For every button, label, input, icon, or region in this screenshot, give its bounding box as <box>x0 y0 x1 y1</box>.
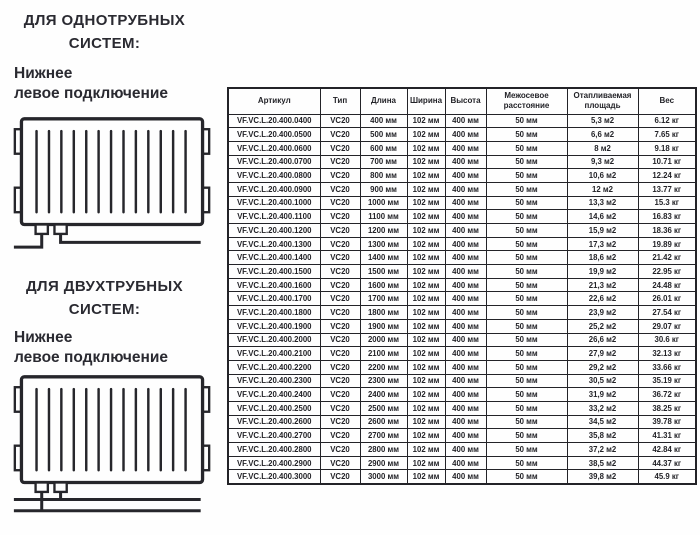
column-header: Длина <box>360 88 407 114</box>
table-cell: 13.77 кг <box>638 182 696 196</box>
table-cell: 50 мм <box>486 251 567 265</box>
table-cell: 50 мм <box>486 224 567 238</box>
table-cell: 18,6 м2 <box>567 251 638 265</box>
table-cell: VC20 <box>320 265 360 279</box>
table-cell: 102 мм <box>407 114 445 128</box>
section-title-line1: ДЛЯ ОДНОТРУБНЫХ <box>23 12 186 29</box>
table-cell: 50 мм <box>486 388 567 402</box>
table-row <box>228 251 696 265</box>
table-cell: 102 мм <box>407 141 445 155</box>
table-cell: 50 мм <box>486 333 567 347</box>
table-cell: 18.36 кг <box>638 224 696 238</box>
table-cell: 400 мм <box>445 470 486 484</box>
table-cell: 8 м2 <box>567 141 638 155</box>
table-cell: VC20 <box>320 388 360 402</box>
table-cell: 50 мм <box>486 306 567 320</box>
table-cell: 600 мм <box>360 141 407 155</box>
column-header: Артикул <box>228 88 320 114</box>
table-cell: VF.VC.L.20.400.1100 <box>228 210 320 224</box>
table-cell: VF.VC.L.20.400.1500 <box>228 265 320 279</box>
table-cell: 36.72 кг <box>638 388 696 402</box>
table-cell: 50 мм <box>486 237 567 251</box>
table-cell: VF.VC.L.20.400.0600 <box>228 141 320 155</box>
table-row <box>228 415 696 429</box>
table-cell: VC20 <box>320 128 360 142</box>
section-title-line2: СИСТЕМ: <box>68 34 141 52</box>
table-cell: VF.VC.L.20.400.0700 <box>228 155 320 169</box>
table-cell: 7.65 кг <box>638 128 696 142</box>
table-cell: 24.48 кг <box>638 278 696 292</box>
table-cell: 400 мм <box>445 169 486 183</box>
table-cell: 50 мм <box>486 456 567 470</box>
table-cell: 50 мм <box>486 155 567 169</box>
table-row <box>228 128 696 142</box>
table-cell: 38,5 м2 <box>567 456 638 470</box>
table-cell: VF.VC.L.20.400.1200 <box>228 224 320 238</box>
table-row <box>228 265 696 279</box>
table-cell: 50 мм <box>486 319 567 333</box>
table-cell: 400 мм <box>445 415 486 429</box>
table-cell: 400 мм <box>445 196 486 210</box>
table-cell: 102 мм <box>407 333 445 347</box>
column-header: Тип <box>320 88 360 114</box>
table-cell: 500 мм <box>360 128 407 142</box>
table-row <box>228 443 696 457</box>
table-cell: 15.3 кг <box>638 196 696 210</box>
table-cell: 400 мм <box>445 388 486 402</box>
table-cell: 1800 мм <box>360 306 407 320</box>
table-cell: 102 мм <box>407 237 445 251</box>
table-cell: 400 мм <box>445 347 486 361</box>
table-cell: VC20 <box>320 141 360 155</box>
spec-table-container <box>227 87 695 485</box>
table-cell: 400 мм <box>445 155 486 169</box>
table-cell: 5,3 м2 <box>567 114 638 128</box>
table-cell: 102 мм <box>407 251 445 265</box>
table-cell: 21,3 м2 <box>567 278 638 292</box>
table-cell: 27.54 кг <box>638 306 696 320</box>
section-title-two-pipe <box>2 276 207 321</box>
table-cell: 102 мм <box>407 265 445 279</box>
table-cell: 1400 мм <box>360 251 407 265</box>
table-row <box>228 388 696 402</box>
table-cell: 26,6 м2 <box>567 333 638 347</box>
table-cell: VF.VC.L.20.400.0500 <box>228 128 320 142</box>
table-cell: 41.31 кг <box>638 429 696 443</box>
radiator-single-pipe-diagram <box>12 116 212 256</box>
table-cell: VF.VC.L.20.400.1600 <box>228 278 320 292</box>
table-cell: 1100 мм <box>360 210 407 224</box>
table-cell: VC20 <box>320 429 360 443</box>
table-cell: 400 мм <box>445 443 486 457</box>
table-row <box>228 360 696 374</box>
table-cell: 30,5 м2 <box>567 374 638 388</box>
table-cell: 102 мм <box>407 278 445 292</box>
table-row <box>228 374 696 388</box>
table-cell: 700 мм <box>360 155 407 169</box>
table-cell: 6.12 кг <box>638 114 696 128</box>
table-cell: 900 мм <box>360 182 407 196</box>
table-cell: 2200 мм <box>360 360 407 374</box>
table-cell: 400 мм <box>445 128 486 142</box>
table-cell: VF.VC.L.20.400.2900 <box>228 456 320 470</box>
table-cell: 400 мм <box>445 237 486 251</box>
table-cell: 9,3 м2 <box>567 155 638 169</box>
table-cell: 102 мм <box>407 182 445 196</box>
table-cell: VC20 <box>320 169 360 183</box>
table-cell: 50 мм <box>486 443 567 457</box>
table-cell: 400 мм <box>445 456 486 470</box>
table-cell: 102 мм <box>407 360 445 374</box>
table-cell: VC20 <box>320 224 360 238</box>
table-cell: 50 мм <box>486 265 567 279</box>
table-cell: 50 мм <box>486 196 567 210</box>
table-row <box>228 470 696 484</box>
table-cell: VF.VC.L.20.400.2300 <box>228 374 320 388</box>
table-cell: VF.VC.L.20.400.2400 <box>228 388 320 402</box>
table-cell: VF.VC.L.20.400.2500 <box>228 401 320 415</box>
table-cell: 102 мм <box>407 224 445 238</box>
table-header-row <box>228 88 696 114</box>
table-cell: 102 мм <box>407 306 445 320</box>
subtitle-line1: Нижнее <box>14 65 73 82</box>
table-cell: 400 мм <box>445 114 486 128</box>
table-cell: 2900 мм <box>360 456 407 470</box>
table-cell: 50 мм <box>486 429 567 443</box>
table-cell: VC20 <box>320 196 360 210</box>
table-row <box>228 292 696 306</box>
section-subtitle-single-pipe <box>14 64 219 104</box>
section-title-line1: ДЛЯ ДВУХТРУБНЫХ <box>25 278 184 295</box>
table-row <box>228 333 696 347</box>
table-cell: 400 мм <box>445 182 486 196</box>
table-cell: 1300 мм <box>360 237 407 251</box>
section-title-line2: СИСТЕМ: <box>68 300 141 318</box>
table-cell: 102 мм <box>407 196 445 210</box>
table-cell: 400 мм <box>445 210 486 224</box>
table-cell: 102 мм <box>407 128 445 142</box>
table-cell: 23,9 м2 <box>567 306 638 320</box>
table-cell: 25,2 м2 <box>567 319 638 333</box>
table-row <box>228 224 696 238</box>
table-cell: 15,9 м2 <box>567 224 638 238</box>
table-cell: VC20 <box>320 292 360 306</box>
table-cell: 39.78 кг <box>638 415 696 429</box>
table-cell: 50 мм <box>486 141 567 155</box>
table-cell: VF.VC.L.20.400.1000 <box>228 196 320 210</box>
section-subtitle-two-pipe <box>14 328 219 368</box>
table-cell: VC20 <box>320 306 360 320</box>
table-cell: VF.VC.L.20.400.1800 <box>228 306 320 320</box>
table-cell: 2800 мм <box>360 443 407 457</box>
table-cell: 400 мм <box>445 401 486 415</box>
table-cell: 50 мм <box>486 182 567 196</box>
table-cell: 17,3 м2 <box>567 237 638 251</box>
table-cell: 400 мм <box>445 306 486 320</box>
table-cell: VC20 <box>320 319 360 333</box>
table-cell: VC20 <box>320 443 360 457</box>
table-cell: 50 мм <box>486 415 567 429</box>
table-cell: VC20 <box>320 415 360 429</box>
table-cell: 22.95 кг <box>638 265 696 279</box>
table-cell: 102 мм <box>407 210 445 224</box>
column-header: Отапливаемая площадь <box>567 88 638 114</box>
table-cell: VF.VC.L.20.400.2000 <box>228 333 320 347</box>
table-cell: 400 мм <box>445 333 486 347</box>
table-cell: 400 мм <box>445 278 486 292</box>
table-cell: 2300 мм <box>360 374 407 388</box>
table-cell: 1900 мм <box>360 319 407 333</box>
table-cell: 29.07 кг <box>638 319 696 333</box>
table-cell: 44.37 кг <box>638 456 696 470</box>
table-row <box>228 155 696 169</box>
subtitle-line2: левое подключение <box>14 85 169 103</box>
table-cell: VC20 <box>320 360 360 374</box>
subtitle-line1: Нижнее <box>14 329 73 346</box>
table-row <box>228 196 696 210</box>
table-cell: 10,6 м2 <box>567 169 638 183</box>
table-cell: VC20 <box>320 210 360 224</box>
table-cell: 800 мм <box>360 169 407 183</box>
table-cell: VF.VC.L.20.400.2600 <box>228 415 320 429</box>
table-cell: 1700 мм <box>360 292 407 306</box>
table-cell: VF.VC.L.20.400.1300 <box>228 237 320 251</box>
table-cell: 39,8 м2 <box>567 470 638 484</box>
table-cell: 400 мм <box>445 319 486 333</box>
table-cell: 50 мм <box>486 128 567 142</box>
table-cell: 102 мм <box>407 374 445 388</box>
table-cell: 9.18 кг <box>638 141 696 155</box>
table-cell: VF.VC.L.20.400.2200 <box>228 360 320 374</box>
column-header: Вес <box>638 88 696 114</box>
table-cell: VC20 <box>320 155 360 169</box>
table-cell: 42.84 кг <box>638 443 696 457</box>
table-cell: 50 мм <box>486 360 567 374</box>
table-cell: 2000 мм <box>360 333 407 347</box>
table-cell: 32.13 кг <box>638 347 696 361</box>
table-cell: VC20 <box>320 333 360 347</box>
table-row <box>228 169 696 183</box>
table-cell: VC20 <box>320 347 360 361</box>
radiator-two-pipe-drawing <box>12 374 212 517</box>
table-cell: 1500 мм <box>360 265 407 279</box>
table-cell: VC20 <box>320 114 360 128</box>
table-cell: 50 мм <box>486 114 567 128</box>
radiator-two-pipe-diagram <box>12 374 212 517</box>
table-cell: 102 мм <box>407 470 445 484</box>
table-cell: VF.VC.L.20.400.1400 <box>228 251 320 265</box>
table-cell: VF.VC.L.20.400.0800 <box>228 169 320 183</box>
table-row <box>228 319 696 333</box>
table-cell: VF.VC.L.20.400.2100 <box>228 347 320 361</box>
table-cell: 400 мм <box>360 114 407 128</box>
table-cell: 50 мм <box>486 278 567 292</box>
table-cell: VC20 <box>320 470 360 484</box>
table-cell: 400 мм <box>445 292 486 306</box>
table-cell: 400 мм <box>445 374 486 388</box>
table-cell: 26.01 кг <box>638 292 696 306</box>
column-header: Ширина <box>407 88 445 114</box>
table-cell: 12 м2 <box>567 182 638 196</box>
table-cell: 102 мм <box>407 415 445 429</box>
table-row <box>228 141 696 155</box>
table-cell: 400 мм <box>445 265 486 279</box>
table-cell: VF.VC.L.20.400.0900 <box>228 182 320 196</box>
table-cell: 2700 мм <box>360 429 407 443</box>
table-cell: 102 мм <box>407 456 445 470</box>
table-cell: 35,8 м2 <box>567 429 638 443</box>
spec-table <box>227 87 697 485</box>
table-cell: 19.89 кг <box>638 237 696 251</box>
column-header: Межосевое расстояние <box>486 88 567 114</box>
table-cell: 19,9 м2 <box>567 265 638 279</box>
table-cell: 400 мм <box>445 141 486 155</box>
table-cell: 10.71 кг <box>638 155 696 169</box>
table-cell: 6,6 м2 <box>567 128 638 142</box>
table-cell: 2500 мм <box>360 401 407 415</box>
table-cell: VC20 <box>320 251 360 265</box>
table-cell: VC20 <box>320 278 360 292</box>
table-cell: 2600 мм <box>360 415 407 429</box>
table-cell: 3000 мм <box>360 470 407 484</box>
table-cell: 102 мм <box>407 347 445 361</box>
table-cell: 22,6 м2 <box>567 292 638 306</box>
table-cell: 102 мм <box>407 401 445 415</box>
column-header: Высота <box>445 88 486 114</box>
table-row <box>228 429 696 443</box>
table-cell: 33.66 кг <box>638 360 696 374</box>
table-row <box>228 456 696 470</box>
table-cell: 31,9 м2 <box>567 388 638 402</box>
table-cell: 1000 мм <box>360 196 407 210</box>
table-cell: VF.VC.L.20.400.2700 <box>228 429 320 443</box>
table-cell: 34,5 м2 <box>567 415 638 429</box>
table-cell: 13,3 м2 <box>567 196 638 210</box>
table-cell: 14,6 м2 <box>567 210 638 224</box>
table-cell: 102 мм <box>407 155 445 169</box>
table-row <box>228 237 696 251</box>
table-cell: VC20 <box>320 456 360 470</box>
table-cell: VC20 <box>320 237 360 251</box>
table-row <box>228 306 696 320</box>
table-cell: VC20 <box>320 374 360 388</box>
table-cell: 12.24 кг <box>638 169 696 183</box>
table-cell: VC20 <box>320 401 360 415</box>
table-cell: 400 мм <box>445 224 486 238</box>
table-cell: 50 мм <box>486 292 567 306</box>
table-cell: 37,2 м2 <box>567 443 638 457</box>
table-row <box>228 114 696 128</box>
table-cell: VF.VC.L.20.400.2800 <box>228 443 320 457</box>
table-cell: 29,2 м2 <box>567 360 638 374</box>
table-cell: 16.83 кг <box>638 210 696 224</box>
table-cell: 21.42 кг <box>638 251 696 265</box>
table-cell: VF.VC.L.20.400.1900 <box>228 319 320 333</box>
radiator-single-pipe-drawing <box>12 116 212 256</box>
table-cell: 400 мм <box>445 360 486 374</box>
table-cell: 102 мм <box>407 169 445 183</box>
table-cell: 50 мм <box>486 470 567 484</box>
table-cell: 2100 мм <box>360 347 407 361</box>
table-row <box>228 210 696 224</box>
table-cell: 400 мм <box>445 251 486 265</box>
table-cell: 102 мм <box>407 429 445 443</box>
table-cell: 102 мм <box>407 388 445 402</box>
table-row <box>228 182 696 196</box>
table-cell: 38.25 кг <box>638 401 696 415</box>
table-cell: 33,2 м2 <box>567 401 638 415</box>
table-cell: 102 мм <box>407 443 445 457</box>
table-cell: 50 мм <box>486 401 567 415</box>
table-cell: VF.VC.L.20.400.3000 <box>228 470 320 484</box>
table-cell: 50 мм <box>486 347 567 361</box>
table-row <box>228 401 696 415</box>
table-cell: 30.6 кг <box>638 333 696 347</box>
spec-table-body <box>228 114 696 484</box>
subtitle-line2: левое подключение <box>14 349 169 367</box>
table-cell: VF.VC.L.20.400.0400 <box>228 114 320 128</box>
table-cell: 1200 мм <box>360 224 407 238</box>
table-cell: 1600 мм <box>360 278 407 292</box>
table-cell: 102 мм <box>407 319 445 333</box>
table-cell: 27,9 м2 <box>567 347 638 361</box>
table-cell: 45.9 кг <box>638 470 696 484</box>
section-title-single-pipe <box>2 10 207 55</box>
table-row <box>228 347 696 361</box>
table-cell: VC20 <box>320 182 360 196</box>
table-cell: 2400 мм <box>360 388 407 402</box>
table-cell: 50 мм <box>486 169 567 183</box>
table-cell: 400 мм <box>445 429 486 443</box>
table-cell: 50 мм <box>486 374 567 388</box>
table-cell: 35.19 кг <box>638 374 696 388</box>
table-row <box>228 278 696 292</box>
table-cell: 50 мм <box>486 210 567 224</box>
table-cell: VF.VC.L.20.400.1700 <box>228 292 320 306</box>
table-cell: 102 мм <box>407 292 445 306</box>
